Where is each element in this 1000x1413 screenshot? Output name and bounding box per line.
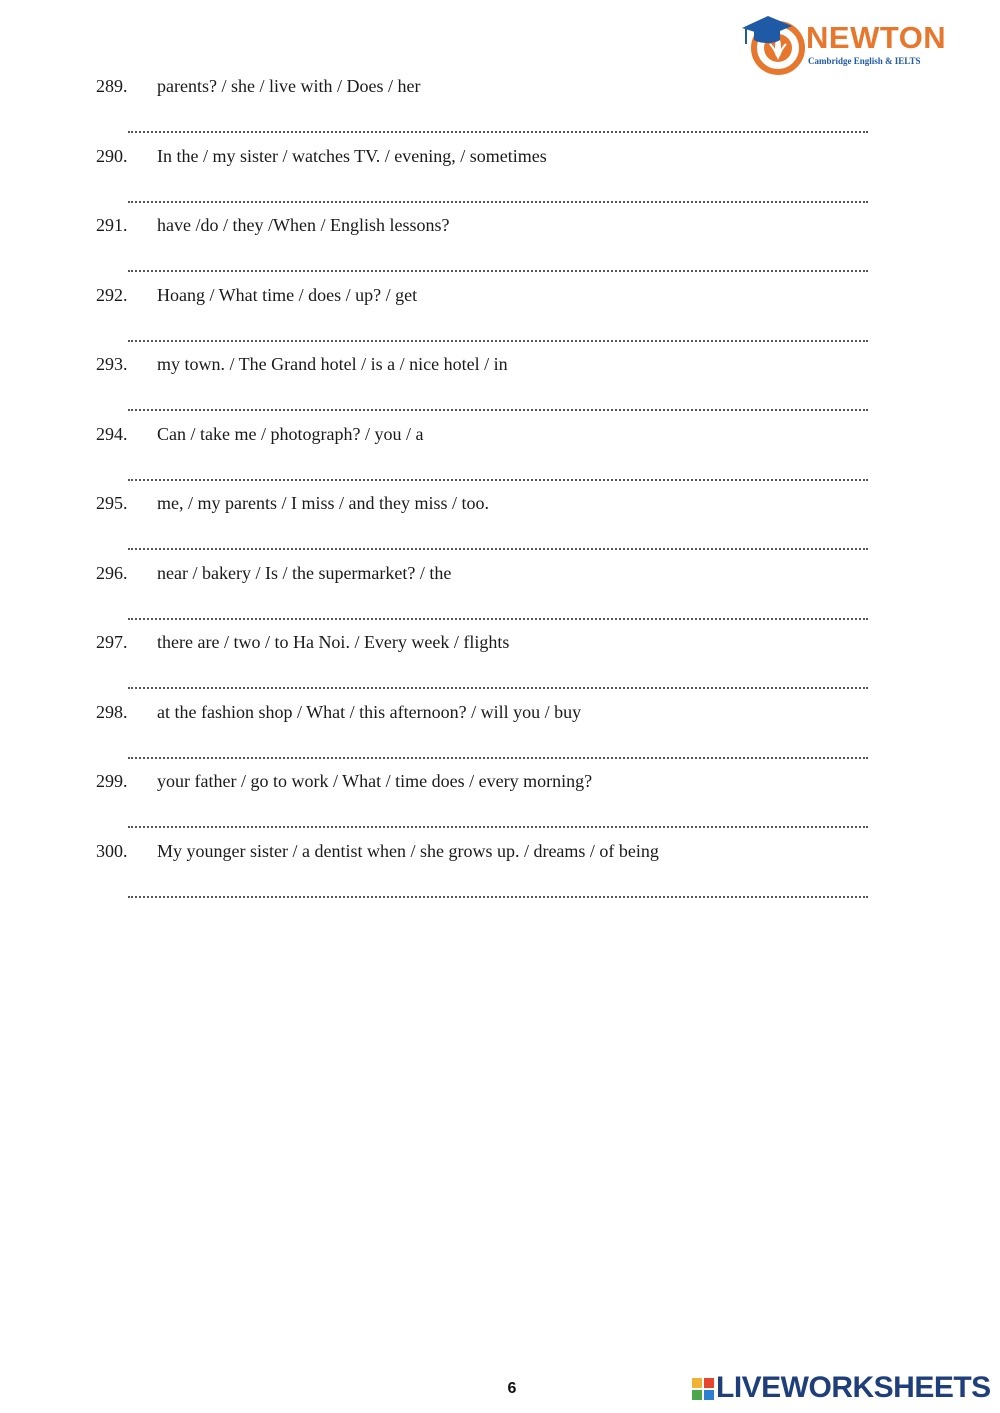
question-prompt: me, / my parents / I miss / and they miss / too. <box>157 493 489 513</box>
question-item <box>96 353 876 423</box>
question-item <box>96 631 876 701</box>
question-item <box>96 145 876 215</box>
question-item <box>96 840 876 910</box>
answer-field[interactable] <box>128 318 868 342</box>
liveworksheets-text: LIVEWORKSHEETS <box>716 1371 991 1404</box>
answer-field[interactable] <box>128 874 868 898</box>
question-prompt: In the / my sister / watches TV. / evening, / sometimes <box>157 146 547 166</box>
answer-field[interactable] <box>128 804 868 828</box>
answer-field[interactable] <box>128 109 868 133</box>
question-item <box>96 562 876 632</box>
question-item <box>96 770 876 840</box>
graduation-cap-leaf-icon <box>740 10 806 76</box>
question-number: 289. <box>96 76 128 96</box>
question-prompt: parents? / she / live with / Does / her <box>157 76 421 96</box>
question-item <box>96 75 876 145</box>
question-number: 296. <box>96 563 128 583</box>
question-prompt: My younger sister / a dentist when / she grows up. / dreams / of being <box>157 841 659 861</box>
question-prompt: at the fashion shop / What / this afternoon? / will you / buy <box>157 702 582 722</box>
logo-name: NEWTON <box>806 20 947 55</box>
answer-field[interactable] <box>128 526 868 550</box>
question-number: 300. <box>96 841 128 861</box>
question-prompt: Hoang / What time / does / up? / get <box>157 285 418 305</box>
question-number: 292. <box>96 285 128 305</box>
liveworksheets-logo-icon <box>692 1378 714 1400</box>
question-number: 291. <box>96 215 128 235</box>
logo-tagline: Cambridge English & IELTS <box>808 56 921 66</box>
question-number: 290. <box>96 146 128 166</box>
answer-field[interactable] <box>128 665 868 689</box>
answer-field[interactable] <box>128 248 868 272</box>
question-item <box>96 423 876 493</box>
question-item <box>96 701 876 771</box>
answer-field[interactable] <box>128 596 868 620</box>
question-number: 298. <box>96 702 128 722</box>
question-number: 299. <box>96 771 128 791</box>
answer-field[interactable] <box>128 387 868 411</box>
question-prompt: have /do / they /When / English lessons? <box>157 215 450 235</box>
question-prompt: my town. / The Grand hotel / is a / nice hotel / in <box>157 354 508 374</box>
newton-logo <box>740 10 947 76</box>
question-prompt: there are / two / to Ha Noi. / Every week / flights <box>157 632 510 652</box>
question-prompt: near / bakery / Is / the supermarket? / the <box>157 563 452 583</box>
question-item <box>96 214 876 284</box>
question-item <box>96 492 876 562</box>
answer-field[interactable] <box>128 179 868 203</box>
question-prompt: your father / go to work / What / time does / every morning? <box>157 771 593 791</box>
page-number: 6 <box>507 1380 517 1397</box>
answer-field[interactable] <box>128 735 868 759</box>
question-number: 293. <box>96 354 128 374</box>
answer-field[interactable] <box>128 457 868 481</box>
question-prompt: Can / take me / photograph? / you / a <box>157 424 424 444</box>
question-number: 294. <box>96 424 128 444</box>
question-number: 295. <box>96 493 128 513</box>
question-item <box>96 284 876 354</box>
question-number: 297. <box>96 632 128 652</box>
